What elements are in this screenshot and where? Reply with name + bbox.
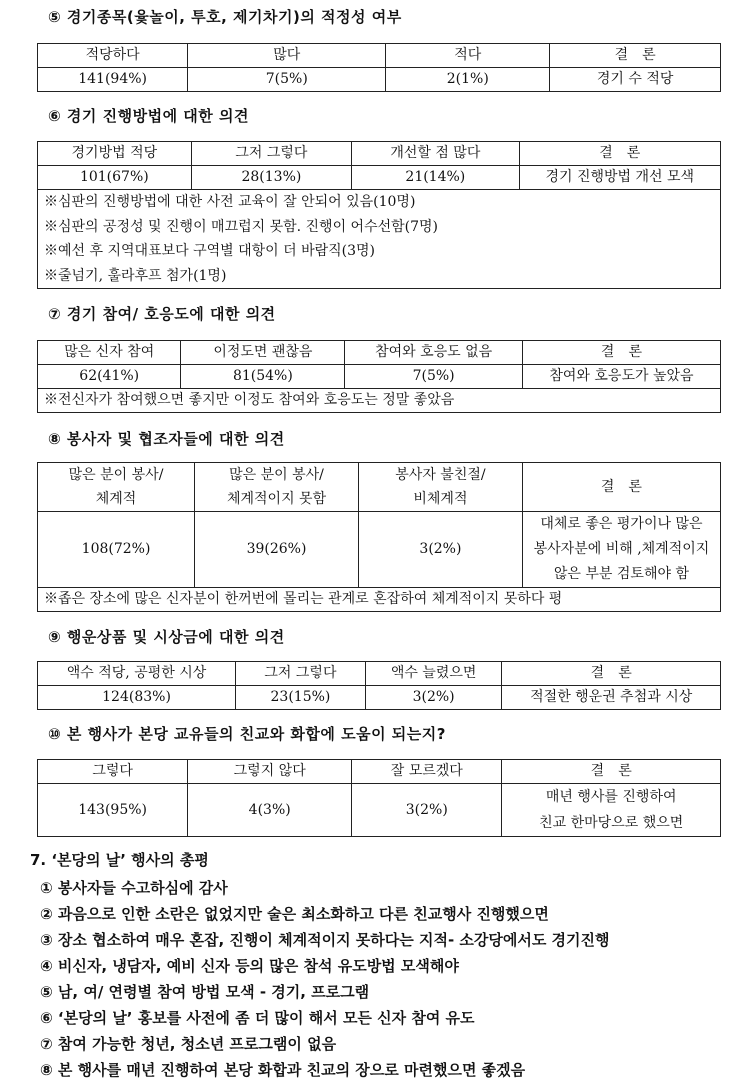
table-header-row [38, 760, 721, 784]
table-cell: 23(15%) [236, 686, 366, 710]
table-cell: 28(13%) [191, 166, 352, 190]
table-header-cell: 그렇지 않다 [188, 760, 352, 784]
table-cell: 21(14%) [352, 166, 519, 190]
table-header-cell [195, 463, 359, 512]
table-header-cell: 액수 늘렸으면 [365, 662, 502, 686]
section-8-title: ⑧ 봉사자 및 협조자들에 대한 의견 [48, 430, 285, 448]
conclusion-line: 대체로 좋은 평가이나 많은 [540, 516, 703, 532]
table-header-cell: 그렇다 [38, 760, 188, 784]
section-10-title: ⑩ 본 행사가 본당 교유들의 친교와 화합에 도움이 되는지? [48, 725, 446, 743]
note-line: ※줄넘기, 훌라후프 첨가(1명) [44, 267, 227, 284]
list-item: ④ 비신자, 냉담자, 예비 신자 등의 많은 참석 유도방법 모색해야 [40, 957, 459, 975]
section-9-table [37, 661, 721, 710]
table-cell: 124(83%) [38, 686, 236, 710]
table-cell: 7(5%) [188, 68, 386, 92]
table-header-cell: 결 론 [522, 341, 720, 365]
table-cell: 62(41%) [38, 365, 181, 389]
conclusion-line: 친교 한마당으로 했으면 [539, 815, 684, 831]
table-cell: 101(67%) [38, 166, 192, 190]
notes-row [38, 190, 721, 289]
table-row [38, 68, 721, 92]
table-row [38, 686, 721, 710]
table-cell: 참여와 호응도가 높았음 [522, 365, 720, 389]
conclusion-line: 않은 부분 검토해야 함 [553, 566, 689, 582]
section-6-table [37, 141, 721, 289]
table-header-cell: 결 론 [522, 463, 720, 512]
list-item: ② 과음으로 인한 소란은 없었지만 술은 최소화하고 다른 친교행사 진행했으면 [40, 905, 549, 923]
section-8-table [37, 462, 721, 612]
table-header-row [38, 44, 721, 68]
section-9-title: ⑨ 행운상품 및 시상금에 대한 의견 [48, 628, 285, 646]
table-header-cell: 적다 [386, 44, 550, 68]
table-row [38, 365, 721, 389]
header-line: 봉사자 불친절/ [395, 467, 486, 483]
table-row [38, 784, 721, 837]
notes-cell [38, 190, 721, 289]
notes-row [38, 389, 721, 413]
table-cell: 108(72%) [38, 512, 195, 588]
table-row [38, 166, 721, 190]
table-header-cell: 결 론 [502, 760, 721, 784]
table-header-row [38, 662, 721, 686]
table-cell: 4(3%) [188, 784, 352, 837]
table-header-cell: 결 론 [519, 142, 721, 166]
table-cell: 81(54%) [181, 365, 345, 389]
table-cell: 3(2%) [352, 784, 502, 837]
list-item: ③ 장소 협소하여 매우 혼잡, 진행이 체계적이지 못하다는 지적- 소강당에서도 경기진행 [40, 931, 610, 949]
table-header-cell: 많은 신자 참여 [38, 341, 181, 365]
section-6-title: ⑥ 경기 진행방법에 대한 의견 [48, 107, 249, 125]
table-cell: 2(1%) [386, 68, 550, 92]
conclusion-line: 매년 행사를 진행하여 [545, 789, 677, 805]
table-cell: 3(2%) [358, 512, 522, 588]
table-header-cell: 잘 모르겠다 [352, 760, 502, 784]
table-header-cell: 참여와 호응도 없음 [345, 341, 523, 365]
table-header-row [38, 463, 721, 512]
section-10-table [37, 759, 721, 837]
summary-list [40, 875, 610, 1083]
table-header-cell: 적당하다 [38, 44, 188, 68]
header-line: 비체계적 [413, 491, 468, 507]
header-line: 많은 분이 봉사/ [68, 467, 164, 483]
summary-title: 7. ‘본당의 날’ 행사의 총평 [30, 851, 209, 869]
table-header-cell: 그저 그렇다 [191, 142, 352, 166]
note-line: ※좁은 장소에 많은 신자분이 한꺼번에 몰리는 관계로 혼잡하여 체계적이지 못하다 평 [38, 588, 721, 612]
header-line: 체계적이지 못함 [226, 491, 327, 507]
table-cell: 7(5%) [345, 365, 523, 389]
conclusion-line: 봉사자분에 비해 ,체계적이지 [533, 541, 710, 557]
table-header-cell: 경기방법 적당 [38, 142, 192, 166]
table-cell: 경기 수 적당 [550, 68, 721, 92]
table-header-cell: 그저 그렇다 [236, 662, 366, 686]
section-7-title: ⑦ 경기 참여/ 호응도에 대한 의견 [48, 305, 276, 323]
table-cell: 39(26%) [195, 512, 359, 588]
table-header-cell: 이정도면 괜찮음 [181, 341, 345, 365]
note-line: ※예선 후 지역대표보다 구역별 대항이 더 바람직(3명) [44, 243, 376, 259]
notes-row [38, 588, 721, 612]
table-cell: 적절한 행운권 추첨과 시상 [502, 686, 721, 710]
table-cell [502, 784, 721, 837]
table-header-cell: 결 론 [550, 44, 721, 68]
section-5-title: ⑤ 경기종목(윷놀이, 투호, 제기차기)의 적정성 여부 [48, 8, 402, 26]
list-item: ⑤ 남, 여/ 연령별 참여 방법 모색 - 경기, 프로그램 [40, 983, 370, 1001]
list-item: ⑧ 본 행사를 매년 진행하여 본당 화합과 친교의 장으로 마련했으면 좋겠음 [40, 1061, 526, 1079]
list-item: ⑥ ‘본당의 날’ 홍보를 사전에 좀 더 많이 해서 모든 신자 참여 유도 [40, 1009, 475, 1027]
section-5-table [37, 43, 721, 92]
table-header-row [38, 142, 721, 166]
table-cell: 경기 진행방법 개선 모색 [519, 166, 721, 190]
table-header-cell [358, 463, 522, 512]
header-line: 체계적 [95, 491, 137, 507]
note-line: ※전신자가 참여했으면 좋지만 이정도 참여와 호응도는 정말 좋았음 [38, 389, 721, 413]
table-header-cell: 액수 적당, 공평한 시상 [38, 662, 236, 686]
note-line: ※심판의 공정성 및 진행이 매끄럽지 못함. 진행이 어수선함(7명) [44, 218, 439, 235]
section-7-table [37, 340, 721, 413]
table-cell [522, 512, 720, 588]
list-item: ⑦ 참여 가능한 청년, 청소년 프로그램이 없음 [40, 1035, 337, 1053]
table-cell: 141(94%) [38, 68, 188, 92]
table-header-cell [38, 463, 195, 512]
note-line: ※심판의 진행방법에 대한 사전 교육이 잘 안되어 있음(10명) [44, 194, 416, 210]
table-cell: 3(2%) [365, 686, 502, 710]
table-cell: 143(95%) [38, 784, 188, 837]
table-header-cell: 결 론 [502, 662, 721, 686]
table-header-cell: 개선할 점 많다 [352, 142, 519, 166]
header-line: 많은 분이 봉사/ [229, 467, 324, 483]
table-header-cell: 많다 [188, 44, 386, 68]
list-item: ① 봉사자들 수고하심에 감사 [40, 879, 228, 897]
table-row [38, 512, 721, 588]
table-header-row [38, 341, 721, 365]
